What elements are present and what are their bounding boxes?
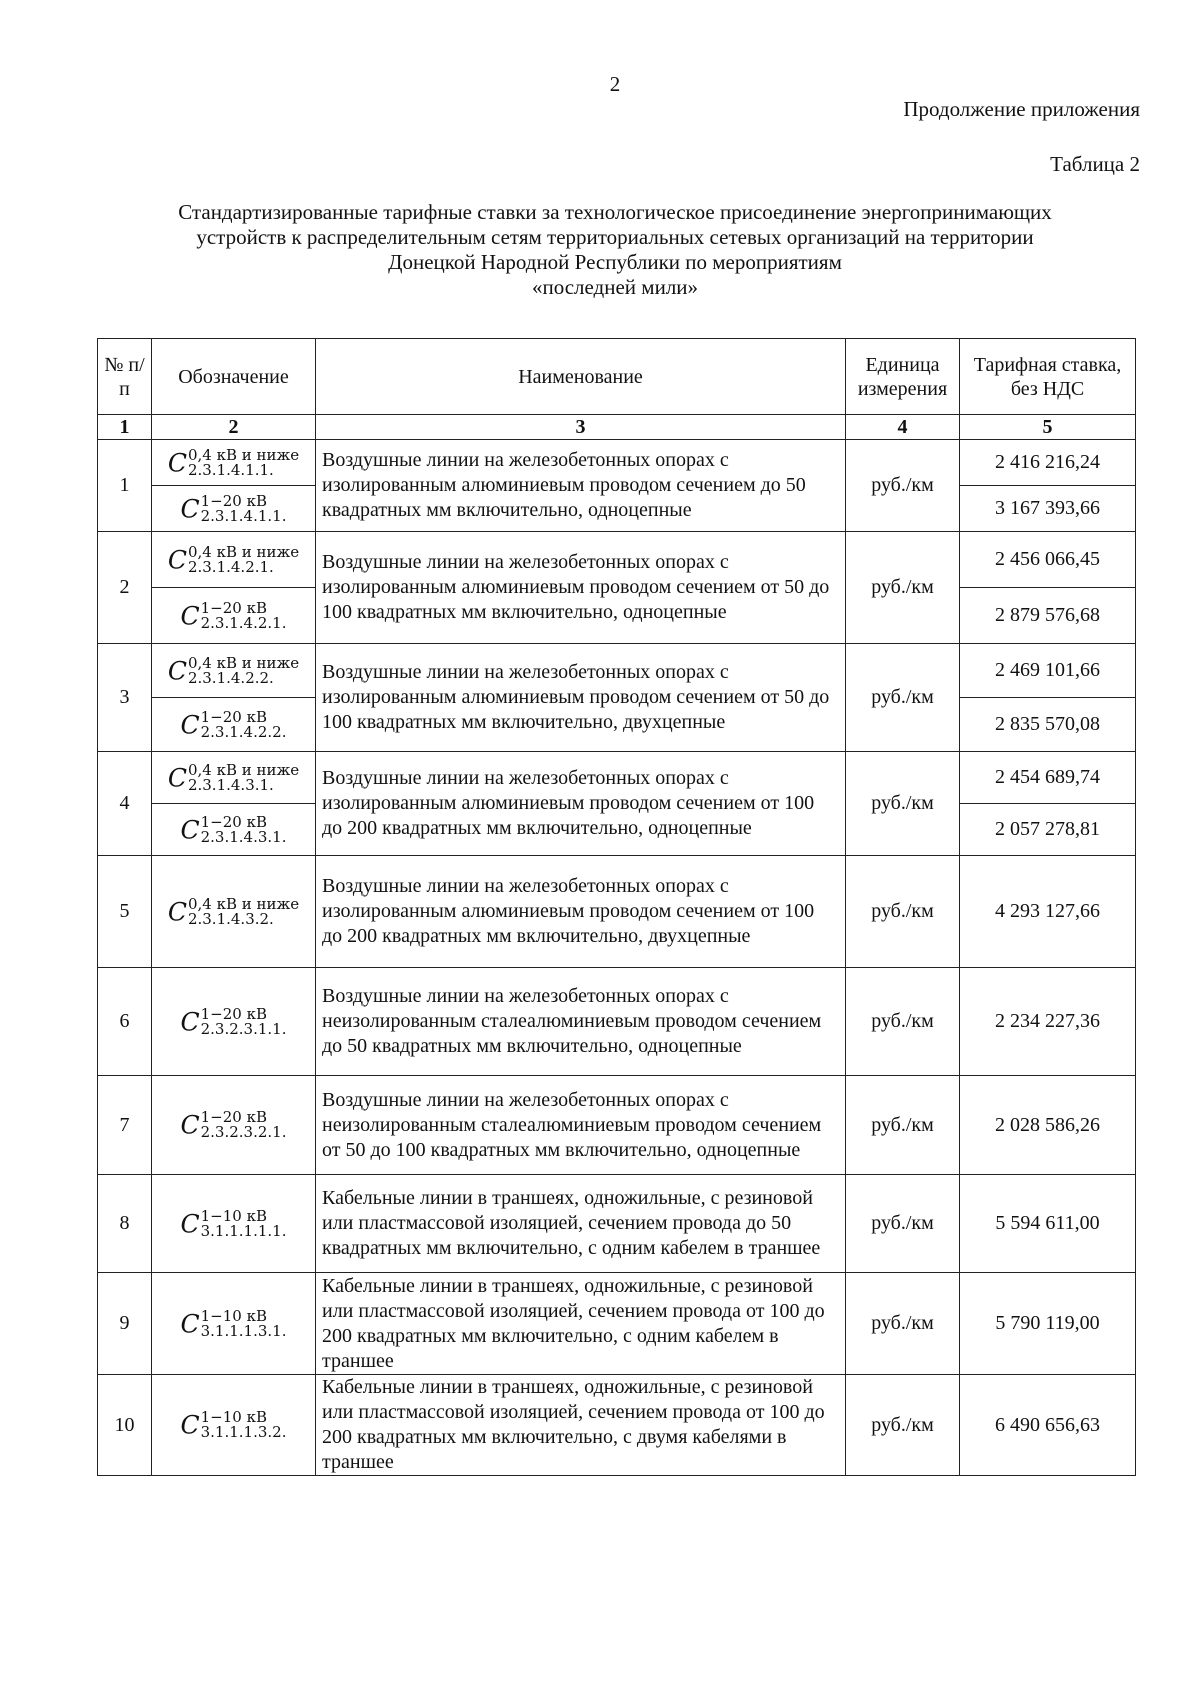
row-name: Воздушные линии на железобетонных опорах с неизолированным сталеалюминиевым проводом сечением от 50 до 100 квадратных мм включительно, одноцепные	[316, 1076, 846, 1175]
tariff-symbol: C	[180, 1410, 200, 1440]
table-row	[98, 440, 1136, 486]
row-number: 9	[98, 1273, 152, 1375]
code-subscript: 2.3.1.4.2.2.	[200, 722, 287, 741]
code-subscript: 2.3.1.4.3.2.	[187, 909, 274, 928]
voltage-superscript: 1−20 кВ	[200, 812, 267, 831]
row-number: 5	[98, 856, 152, 968]
row-name: Кабельные линии в траншеях, одножильные, с резиновой или пластмассовой изоляцией, сечением провода до 50 квадратных мм включительно, с одним кабелем в траншее	[316, 1175, 846, 1273]
row-rate: 2 456 066,45	[960, 532, 1136, 588]
table-row	[98, 856, 1136, 968]
tariff-symbol: C	[180, 494, 200, 523]
title-line: «последней мили»	[531, 275, 699, 299]
designation-cell	[152, 440, 316, 486]
row-number: 3	[98, 644, 152, 752]
row-rate: 2 469 101,66	[960, 644, 1136, 698]
tariff-symbol: C	[180, 815, 200, 844]
designation-scripts	[200, 1206, 287, 1240]
row-rate: 2 057 278,81	[960, 804, 1136, 856]
table-row	[98, 644, 1136, 698]
designation-scripts	[187, 445, 300, 479]
code-subscript: 2.3.1.4.2.2.	[187, 668, 274, 687]
row-number: 6	[98, 968, 152, 1076]
page-number: 2	[609, 72, 621, 96]
voltage-superscript: 1−10 кВ	[200, 1306, 267, 1325]
row-rate: 3 167 393,66	[960, 486, 1136, 532]
voltage-superscript: 1−10 кВ	[200, 1408, 267, 1426]
table-row	[98, 968, 1136, 1076]
row-number: 2	[98, 532, 152, 644]
row-unit: руб./км	[846, 532, 960, 644]
tariff-symbol: C	[167, 545, 187, 574]
tariff-symbol: C	[180, 1110, 200, 1140]
designation-scripts	[200, 1306, 287, 1340]
row-rate: 2 879 576,68	[960, 588, 1136, 644]
table-label: Таблица 2	[1050, 152, 1140, 176]
row-rate: 2 028 586,26	[960, 1076, 1136, 1175]
header-unit: Единица измерения	[846, 339, 960, 415]
table-row	[98, 532, 1136, 588]
designation-scripts	[200, 707, 287, 741]
row-name: Кабельные линии в траншеях, одножильные, с резиновой или пластмассовой изоляцией, сечением провода от 100 до 200 квадратных мм включительно, с двумя кабелями в траншее	[316, 1375, 846, 1476]
designation-cell	[152, 1175, 316, 1273]
tariff-symbol: C	[180, 710, 200, 739]
code-subscript: 2.3.2.3.1.1.	[200, 1019, 287, 1038]
continuation-note: Продолжение приложения	[903, 97, 1140, 121]
tariff-symbol: C	[180, 601, 200, 630]
column-number: 4	[846, 415, 960, 440]
row-unit: руб./км	[846, 1175, 960, 1273]
title-line: устройств к распределительным сетям территориальных сетевых организаций на территории	[196, 225, 1034, 249]
designation-scripts	[200, 491, 287, 525]
voltage-superscript: 1−20 кВ	[200, 1004, 267, 1023]
row-rate: 6 490 656,63	[960, 1375, 1136, 1476]
row-name: Воздушные линии на железобетонных опорах с изолированным алюминиевым проводом сечением от 100 до 200 квадратных мм включительно, двухцепные	[316, 856, 846, 968]
header-rate: Тарифная ставка, без НДС	[960, 339, 1136, 415]
title-line: Стандартизированные тарифные ставки за технологическое присоединение энергопринимающих	[178, 200, 1052, 224]
tariff-symbol: C	[180, 1007, 200, 1036]
designation-cell	[152, 532, 316, 588]
designation-scripts	[200, 598, 287, 632]
row-name: Воздушные линии на железобетонных опорах с неизолированным сталеалюминиевым проводом сечением до 50 квадратных мм включительно, одноцепные	[316, 968, 846, 1076]
row-unit: руб./км	[846, 968, 960, 1076]
header-name: Наименование	[316, 339, 846, 415]
table-row	[98, 1375, 1136, 1476]
designation-scripts	[200, 812, 287, 846]
code-subscript: 2.3.1.4.1.1.	[200, 506, 287, 525]
designation-cell	[152, 968, 316, 1076]
header-designation: Обозначение	[152, 339, 316, 415]
designation-cell	[152, 486, 316, 532]
column-number: 2	[152, 415, 316, 440]
code-subscript: 2.3.1.4.2.1.	[200, 613, 287, 632]
row-unit: руб./км	[846, 856, 960, 968]
row-name: Воздушные линии на железобетонных опорах с изолированным алюминиевым проводом сечением от 50 до 100 квадратных мм включительно, двухцепные	[316, 644, 846, 752]
designation-scripts	[200, 1004, 287, 1038]
table-row	[98, 1076, 1136, 1175]
designation-scripts	[187, 760, 300, 794]
voltage-superscript: 0,4 кВ и ниже	[187, 445, 300, 464]
voltage-superscript: 1−10 кВ	[200, 1206, 267, 1225]
row-unit: руб./км	[846, 1273, 960, 1375]
row-number: 8	[98, 1175, 152, 1273]
column-number: 1	[98, 415, 152, 440]
voltage-superscript: 1−20 кВ	[200, 1108, 267, 1126]
title-line: Донецкой Народной Республики по мероприятиям	[388, 250, 842, 274]
row-name: Воздушные линии на железобетонных опорах с изолированным алюминиевым проводом сечением от 100 до 200 квадратных мм включительно, одноцепные	[316, 752, 846, 856]
designation-scripts	[187, 894, 300, 928]
row-unit: руб./км	[846, 1076, 960, 1175]
voltage-superscript: 1−20 кВ	[200, 707, 267, 726]
designation-cell	[152, 856, 316, 968]
row-number: 1	[98, 440, 152, 532]
column-number-row	[98, 415, 1136, 440]
table-body	[98, 415, 1136, 1476]
designation-cell	[152, 698, 316, 752]
voltage-superscript: 1−20 кВ	[200, 598, 267, 617]
row-rate: 2 835 570,08	[960, 698, 1136, 752]
row-number: 10	[98, 1375, 152, 1476]
header-number: № п/п	[98, 339, 152, 415]
voltage-superscript: 0,4 кВ и ниже	[187, 760, 300, 779]
tariff-symbol: C	[167, 763, 187, 792]
code-subscript: 3.1.1.1.1.1.	[200, 1221, 287, 1240]
voltage-superscript: 0,4 кВ и ниже	[187, 653, 300, 672]
row-number: 4	[98, 752, 152, 856]
tariff-symbol: C	[167, 656, 187, 685]
designation-scripts	[187, 542, 300, 576]
row-rate: 2 234 227,36	[960, 968, 1136, 1076]
row-name: Кабельные линии в траншеях, одножильные, с резиновой или пластмассовой изоляцией, сечением провода от 100 до 200 квадратных мм включительно, с одним кабелем в траншее	[316, 1273, 846, 1375]
tariff-symbol: C	[167, 897, 187, 926]
designation-cell	[152, 644, 316, 698]
code-subscript: 3.1.1.1.3.1.	[200, 1321, 287, 1340]
code-subscript: 2.3.1.4.2.1.	[187, 557, 274, 576]
voltage-superscript: 0,4 кВ и ниже	[187, 894, 300, 913]
row-rate: 4 293 127,66	[960, 856, 1136, 968]
code-subscript: 2.3.1.4.3.1.	[200, 827, 287, 846]
row-rate: 2 416 216,24	[960, 440, 1136, 486]
column-number: 5	[960, 415, 1136, 440]
tariff-table	[97, 338, 1136, 1476]
voltage-superscript: 1−20 кВ	[200, 491, 267, 510]
tariff-symbol: C	[180, 1209, 200, 1238]
row-unit: руб./км	[846, 644, 960, 752]
code-subscript: 2.3.2.3.2.1.	[200, 1123, 287, 1141]
designation-scripts	[201, 1110, 287, 1140]
designation-cell	[152, 804, 316, 856]
column-number: 3	[316, 415, 846, 440]
row-name: Воздушные линии на железобетонных опорах с изолированным алюминиевым проводом сечением от 50 до 100 квадратных мм включительно, одноцепные	[316, 532, 846, 644]
voltage-superscript: 0,4 кВ и ниже	[187, 542, 300, 561]
row-name: Воздушные линии на железобетонных опорах с изолированным алюминиевым проводом сечением до 50 квадратных мм включительно, одноцепные	[316, 440, 846, 532]
document-title	[95, 200, 1135, 300]
designation-cell	[152, 1273, 316, 1375]
designation-cell	[152, 752, 316, 804]
row-unit: руб./км	[846, 440, 960, 532]
designation-cell	[152, 1076, 316, 1175]
row-rate: 5 790 119,00	[960, 1273, 1136, 1375]
row-number: 7	[98, 1076, 152, 1175]
designation-cell	[152, 1375, 316, 1476]
designation-cell	[152, 588, 316, 644]
code-subscript: 2.3.1.4.1.1.	[187, 460, 274, 479]
row-rate: 2 454 689,74	[960, 752, 1136, 804]
table-row	[98, 1273, 1136, 1375]
row-unit: руб./км	[846, 1375, 960, 1476]
table-row	[98, 752, 1136, 804]
designation-scripts	[201, 1410, 287, 1440]
code-subscript: 2.3.1.4.3.1.	[187, 775, 274, 794]
table-row	[98, 1175, 1136, 1273]
row-unit: руб./км	[846, 752, 960, 856]
row-rate: 5 594 611,00	[960, 1175, 1136, 1273]
code-subscript: 3.1.1.1.3.2.	[200, 1423, 287, 1441]
tariff-symbol: C	[180, 1309, 200, 1338]
designation-scripts	[187, 653, 300, 687]
tariff-symbol: C	[167, 448, 187, 477]
